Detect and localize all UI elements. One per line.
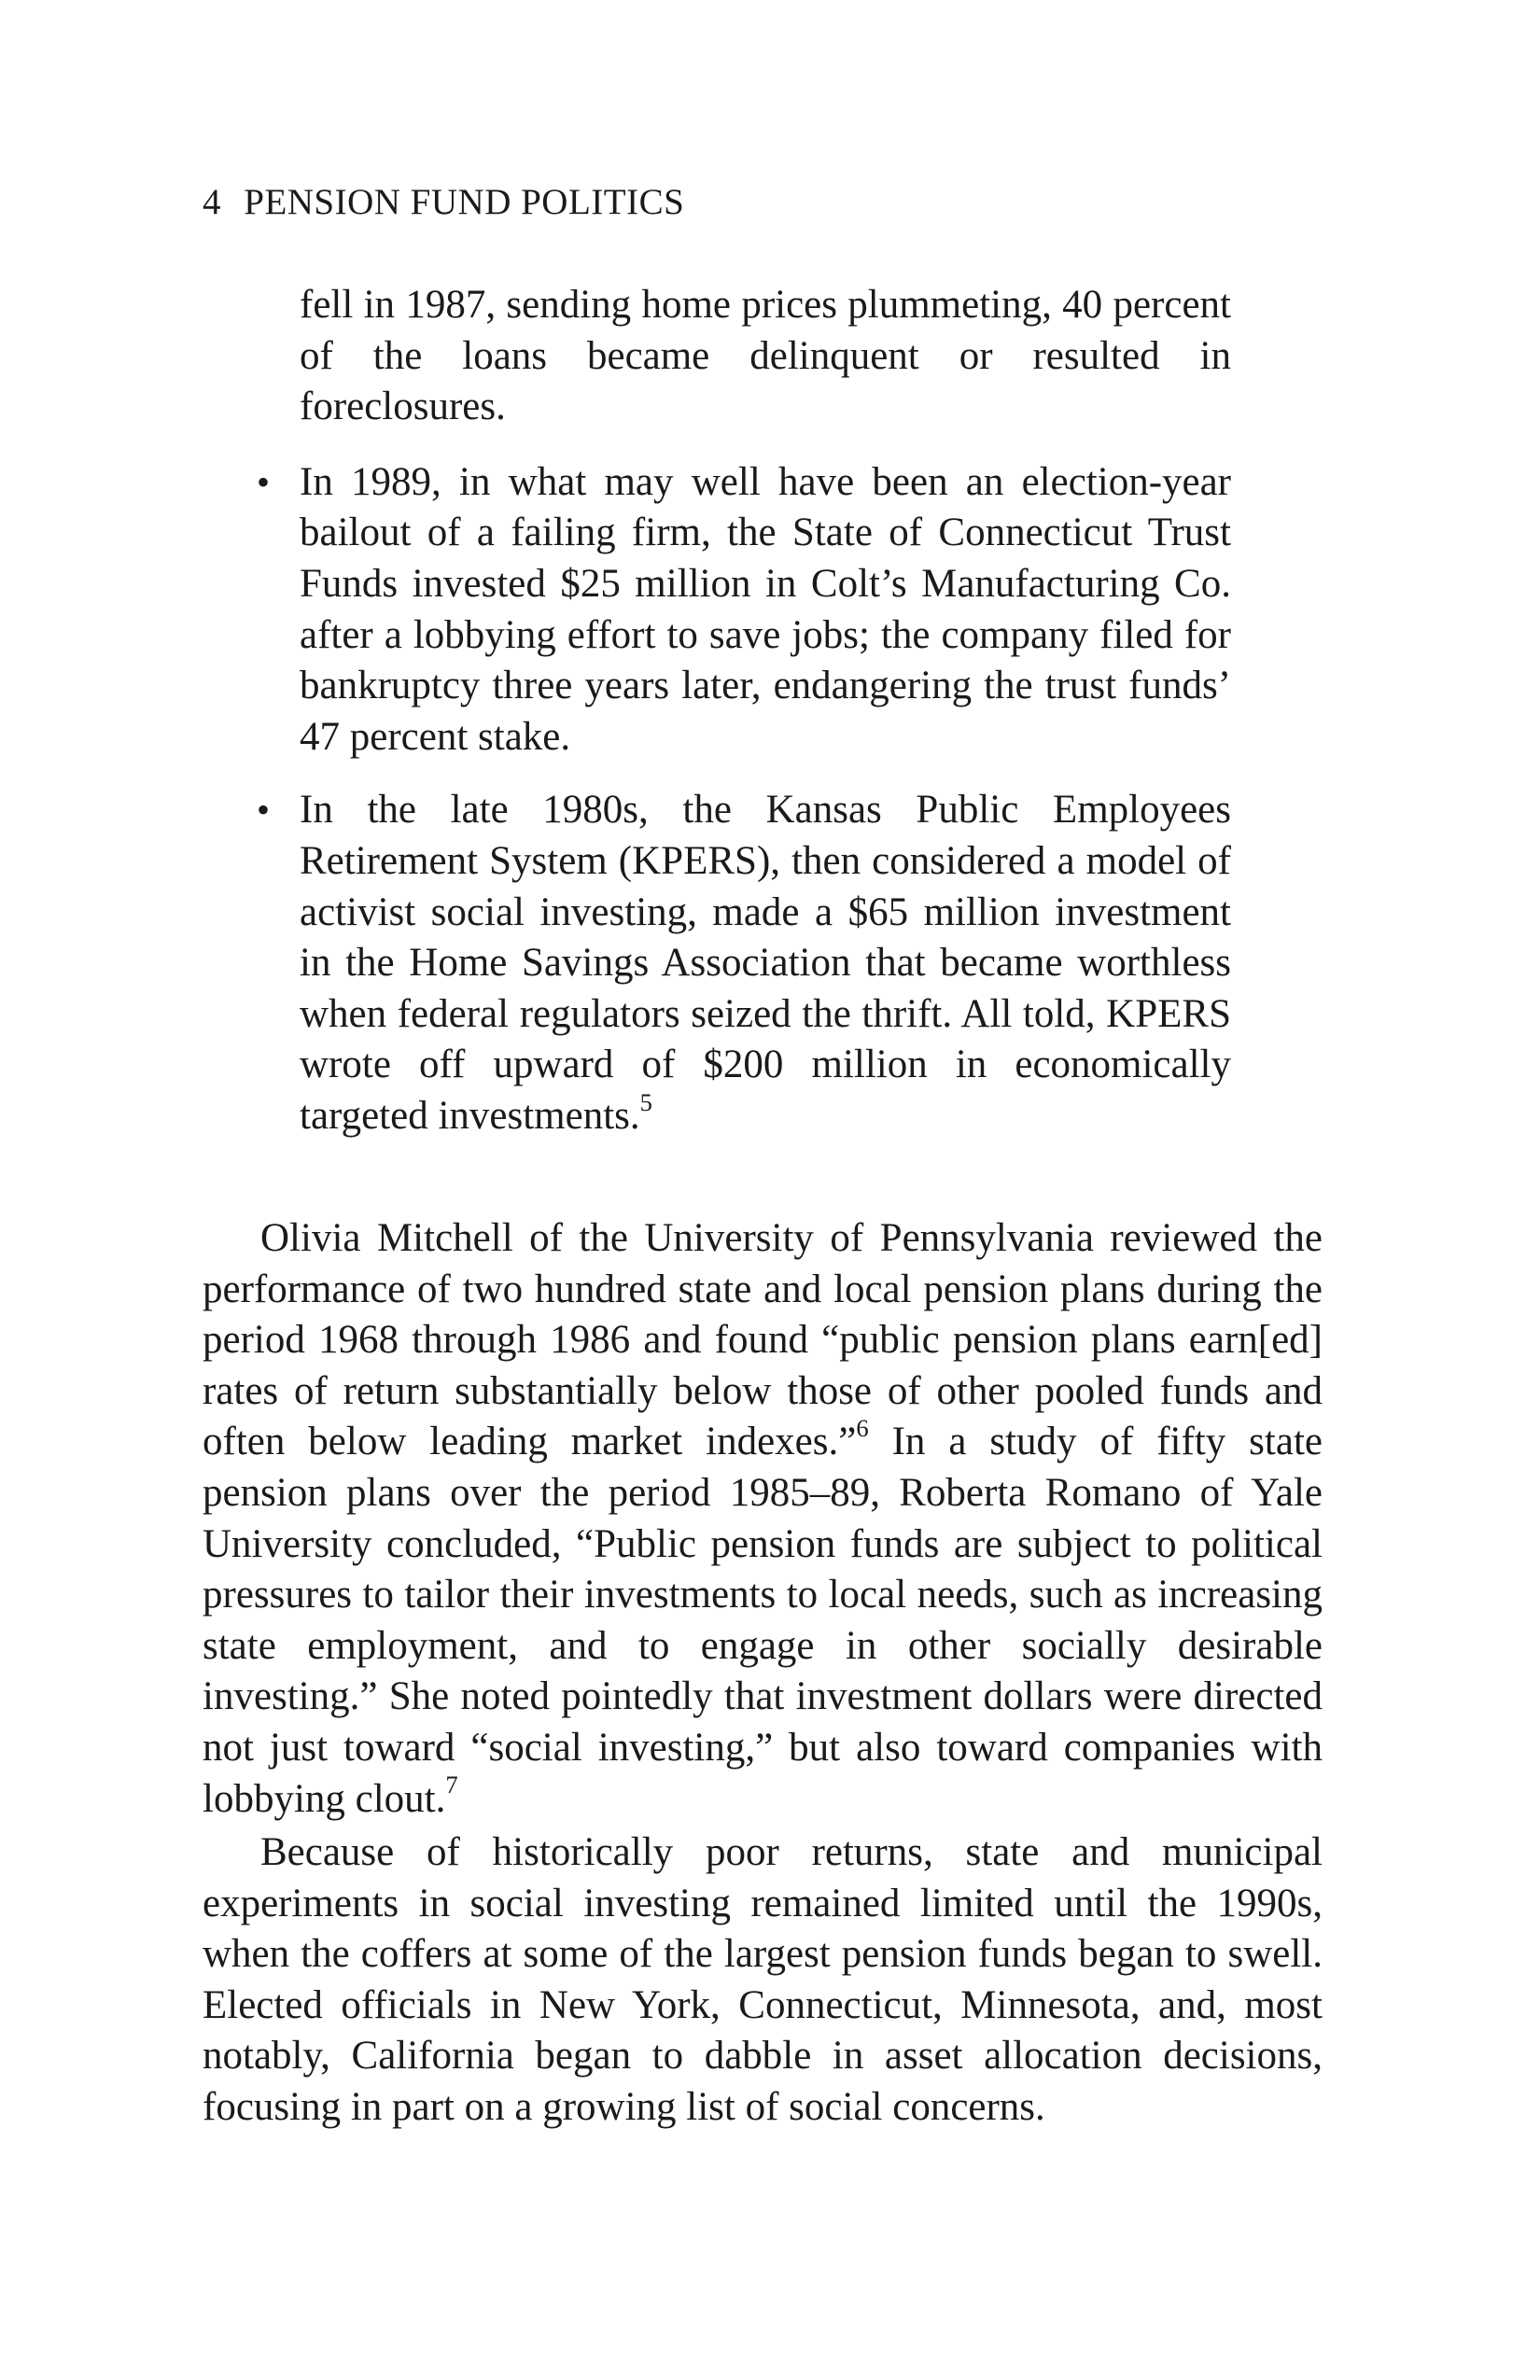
footnote-marker: 7 [445,1771,458,1799]
bullet-item [242,457,1231,763]
bullet-list [242,280,1231,1165]
bullet-text: In 1989, in what may well have been an election-year bailout of a failing firm, the State of Connecticut Trust Funds invested $25 million in Colt’s Manufacturing Co. after a lobbying effort to save jobs; the company filed for bankruptcy three years later, endangering the trust funds’ 47 percent stake. [300,459,1231,759]
bullet-item [242,785,1231,1141]
bullet-dot: • [257,460,271,503]
body-paragraph [203,1213,1323,1825]
bullet-continuation [242,280,1231,433]
bullet-dot: • [257,789,271,832]
bullet-continuation-text: fell in 1987, sending home prices plummeting, 40 percent of the loans became delinquent or resulted in foreclosures. [300,283,1231,429]
running-head [203,184,684,220]
page-number: 4 [203,182,221,222]
body-paragraph [203,1827,1323,2134]
bullet-text: In the late 1980s, the Kansas Public Employees Retirement System (KPERS), then considered a model of activist social investing, made a $65 million investment in the Home Savings Association that became worthless when federal regulators seized the thrift. All told, KPERS wrote off upward of $200 million in economically targeted investments. [300,788,1231,1138]
paragraph-text: Because of historically poor returns, state and municipal experiments in social investing remained limited until the 1990s, when the coffers at some of the largest pension funds began to swell. Elected officials in New York, Connecticut, Minnesota, and, most notably, California began to dabble in asset allocation decisions, focusing in part on a growing list of social concerns. [203,1830,1323,2129]
running-title: PENSION FUND POLITICS [244,182,685,222]
footnote-marker: 6 [856,1414,869,1443]
paragraph-text: Olivia Mitchell of the University of Pennsylvania reviewed the performance of two hundred state and local pension plans during the period 1968 through 1986 and found “public pension plans earn[ed] rates of return substantially below those of other pooled funds and often below leading market indexes.” [203,1216,1323,1464]
footnote-marker: 5 [639,1087,652,1116]
paragraph-text: In a study of fifty state pension plans over the period 1985–89, Roberta Romano of Yale University concluded, “Public pension funds are subject to political pressures to tailor their investments to local needs, such as increasing state employment, and to engage in other socially desirable investing.” She noted pointedly that investment dollars were directed not just toward “social investing,” but also toward companies with lobbying clout. [203,1420,1323,1821]
